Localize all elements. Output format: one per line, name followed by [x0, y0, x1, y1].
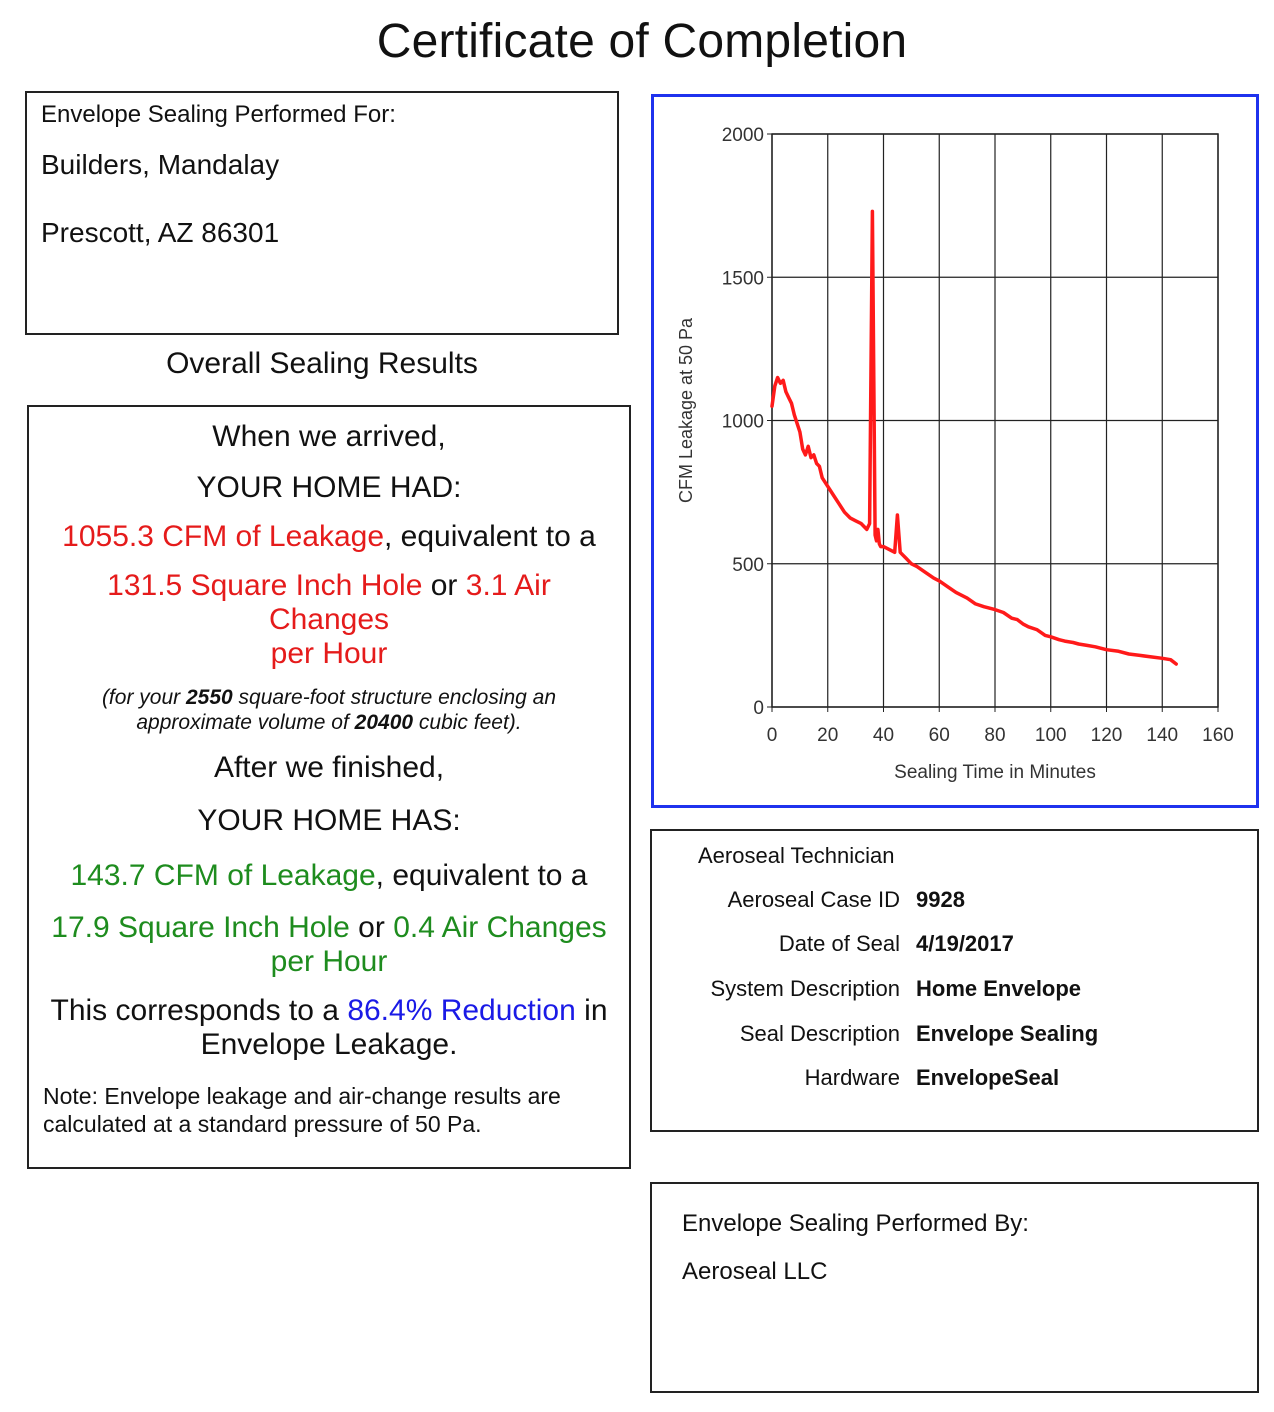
structure-pre: (for your: [101, 686, 186, 709]
home-had-text: YOUR HOME HAD:: [196, 471, 462, 504]
performed-by-company: Aeroseal LLC: [682, 1258, 828, 1285]
seal-label: Seal Description: [739, 1021, 900, 1046]
square-feet: 2550: [185, 686, 233, 709]
leakage-chart: [651, 94, 1259, 808]
hardware-value: EnvelopeSeal: [916, 1065, 1060, 1090]
date-value: 4/19/2017: [916, 931, 1014, 956]
before-cfm: 1055.3 CFM of Leakage: [62, 520, 385, 553]
pressure-note: Note: Envelope leakage and air-change results are calculated at a standard pressure of 50 Pa.: [43, 1083, 561, 1137]
system-label: System Description: [710, 976, 900, 1001]
or-text: or: [422, 569, 466, 602]
chart-svg: [654, 97, 1256, 805]
seal-value: Envelope Sealing: [916, 1021, 1099, 1046]
home-has-text: YOUR HOME HAS:: [197, 804, 461, 837]
or-text-after: or: [349, 911, 394, 944]
x-tick-label: 100: [1034, 725, 1067, 746]
structure-mid: square-foot structure enclosing an: [232, 686, 557, 709]
equiv-text: , equivalent to a: [384, 520, 596, 553]
date-label: Date of Seal: [778, 931, 900, 956]
case-id-label: Aeroseal Case ID: [727, 887, 900, 912]
after-per-hour: per Hour: [270, 945, 388, 978]
x-tick-label: 0: [766, 725, 778, 746]
after-cfm: 143.7 CFM of Leakage: [70, 859, 376, 892]
after-hole-line: [43, 911, 615, 945]
performed-by-heading: Envelope Sealing Performed By:: [682, 1210, 1029, 1237]
performed-for-box: [25, 91, 619, 335]
after-hole: 17.9 Square Inch Hole: [51, 911, 350, 944]
hardware-label: Hardware: [804, 1065, 900, 1090]
y-tick-label: 2000: [721, 125, 764, 146]
structure-note: [43, 685, 615, 735]
corr-pre: This corresponds to a: [50, 994, 348, 1027]
results-heading: Overall Sealing Results: [166, 347, 478, 380]
x-tick-label: 140: [1146, 725, 1179, 746]
reduction-value: 86.4% Reduction: [347, 994, 576, 1027]
performed-for-heading: Envelope Sealing Performed For:: [41, 101, 396, 128]
x-tick-label: 80: [984, 725, 1006, 746]
after-leakage-line: [43, 859, 615, 893]
certificate-title: Certificate of Completion: [376, 15, 908, 68]
x-tick-label: 60: [928, 725, 950, 746]
volume-value: 20400: [354, 711, 414, 734]
y-tick-label: 500: [732, 554, 764, 576]
reduction-line: [43, 994, 615, 1028]
y-tick-label: 0: [753, 698, 764, 719]
finished-text: After we finished,: [213, 751, 445, 784]
x-tick-label: 120: [1090, 725, 1123, 746]
x-tick-label: 160: [1202, 725, 1234, 746]
x-tick-label: 20: [817, 725, 839, 746]
after-ach: 0.4 Air Changes: [393, 911, 607, 944]
customer-name: Builders, Mandalay: [41, 149, 280, 180]
arrived-text: When we arrived,: [212, 420, 446, 453]
y-axis-label: CFM Leakage at 50 Pa: [676, 317, 696, 504]
volume-post: cubic feet).: [413, 711, 522, 734]
before-hole: 131.5 Square Inch Hole: [107, 569, 423, 602]
corr-post: in: [575, 994, 608, 1027]
before-leakage-line: [43, 520, 615, 554]
case-id-value: 9928: [916, 887, 965, 912]
x-tick-label: 40: [872, 725, 895, 746]
results-box: [27, 405, 631, 1169]
customer-address: Prescott, AZ 86301: [41, 217, 280, 248]
before-hole-line: [43, 569, 615, 637]
before-ach: 3.1 Air Changes: [268, 569, 551, 636]
y-tick-label: 1000: [721, 411, 764, 433]
reduction-line-2: Envelope Leakage.: [200, 1028, 458, 1061]
system-value: Home Envelope: [916, 976, 1082, 1001]
x-axis-label: Sealing Time in Minutes: [894, 762, 1096, 783]
before-per-hour: per Hour: [270, 637, 388, 670]
volume-pre: approximate volume of: [136, 711, 355, 734]
technician-box: [650, 829, 1259, 1132]
technician-title: Aeroseal Technician: [698, 843, 895, 868]
performed-by-box: [650, 1182, 1259, 1393]
y-tick-label: 1500: [721, 268, 764, 290]
equiv-text-after: , equivalent to a: [375, 859, 588, 892]
